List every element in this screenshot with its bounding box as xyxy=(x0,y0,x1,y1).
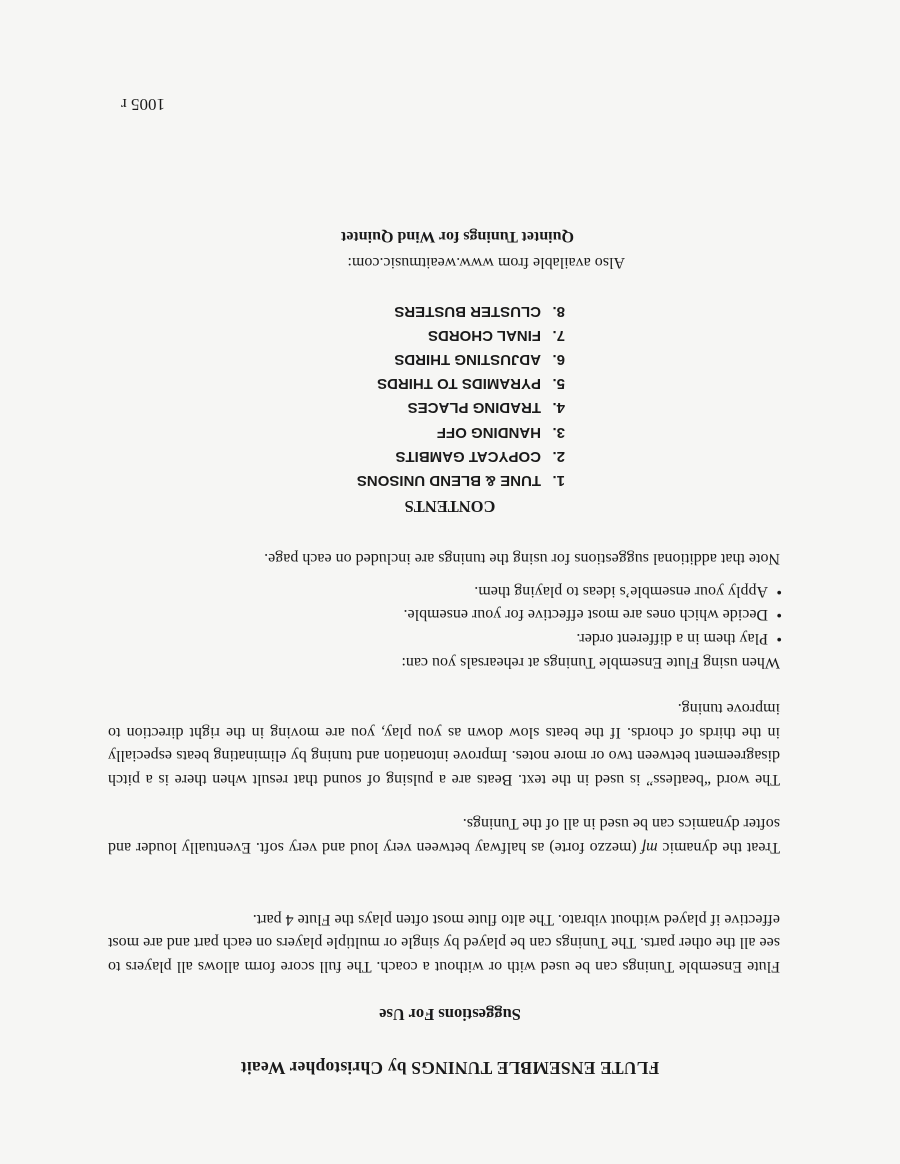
contents-item-number: 3. xyxy=(552,423,565,441)
contents-item xyxy=(235,444,565,468)
contents-item xyxy=(235,419,565,443)
contents-list xyxy=(235,298,565,492)
page-title xyxy=(0,1057,900,1078)
title-main: FLUTE ENSEMBLE TUNINGS xyxy=(411,1058,660,1078)
contents-item-number: 6. xyxy=(552,350,565,368)
contents-item-number: 4. xyxy=(552,399,565,417)
contents-item xyxy=(235,323,565,347)
also-available-product: Quintet Tunings for Wind Quintet xyxy=(341,228,574,245)
rehearsal-bullet-list xyxy=(112,580,782,651)
contents-item-label: HANDING OFF xyxy=(436,423,541,441)
contents-item-number: 1. xyxy=(552,472,565,489)
contents-item xyxy=(235,347,565,371)
contents-item-label: TRADING PLACES xyxy=(407,399,541,417)
contents-item xyxy=(235,468,565,492)
contents-item-number: 7. xyxy=(552,326,565,344)
dynamics-text-post: (mezzo forte) as halfway between very loud and very soft. Eventually louder and softer dynamics can be used in all of the Tunings. xyxy=(107,815,780,856)
rehearsal-intro: When using Flute Ensemble Tunings at rehearsals you can: xyxy=(401,654,780,671)
contents-item-number: 5. xyxy=(552,375,565,393)
beatless-paragraph: The word “beatless” is used in the text. Beats are a pulsing of sound that result when there is a pitch disagreement between two or more notes. Improve intonation and tuning by eliminating beats especially in the thirds of chords. If the beats slow down as you play, you are moving in the right direction to improve tuning. xyxy=(108,700,780,788)
contents-item-label: ADJUSTING THIRDS xyxy=(394,350,541,368)
contents-item-label: PYRAMIDS TO THIRDS xyxy=(377,375,541,393)
title-byline: by Christopher Weait xyxy=(240,1058,407,1078)
intro-paragraph: Flute Ensemble Tunings can be used with or without a coach. The full score form allows all players to see all the other parts. The Tunings can be played by single or multiple players on each part and are most effective if played without vibrato. The alto flute most often plays the Flute 4 part. xyxy=(108,911,780,975)
note-paragraph: Note that additional suggestions for using the tunings are included on each page. xyxy=(264,550,780,567)
contents-item-label: COPYCAT GAMBITS xyxy=(395,447,541,465)
list-item: • Play them in a different order. xyxy=(112,627,782,651)
list-item: • Apply your ensemble’s ideas to playing them. xyxy=(112,580,782,604)
contents-item-label: CLUSTER BUSTERS xyxy=(394,302,541,320)
section-heading: Suggestions For Use xyxy=(379,1005,521,1024)
dynamics-paragraph xyxy=(108,812,780,859)
contents-item-label: TUNE & BLEND UNISONS xyxy=(356,472,541,489)
contents-item xyxy=(235,395,565,419)
contents-item-number: 2. xyxy=(552,447,565,465)
also-available-text: Also available from www.weaitmusic.com: xyxy=(347,254,625,271)
contents-item-label: FINAL CHORDS xyxy=(427,326,541,344)
contents-item xyxy=(235,371,565,395)
contents-item-number: 8. xyxy=(552,302,565,320)
contents-item xyxy=(235,298,565,322)
list-item: • Decide which ones are most effective for your ensemble. xyxy=(112,603,782,627)
contents-heading: CONTENTS xyxy=(404,497,496,516)
dynamic-mark: mf xyxy=(641,839,658,856)
dynamics-text-pre: Treat the dynamic xyxy=(657,839,780,856)
page-code: 1005 r xyxy=(121,95,165,114)
